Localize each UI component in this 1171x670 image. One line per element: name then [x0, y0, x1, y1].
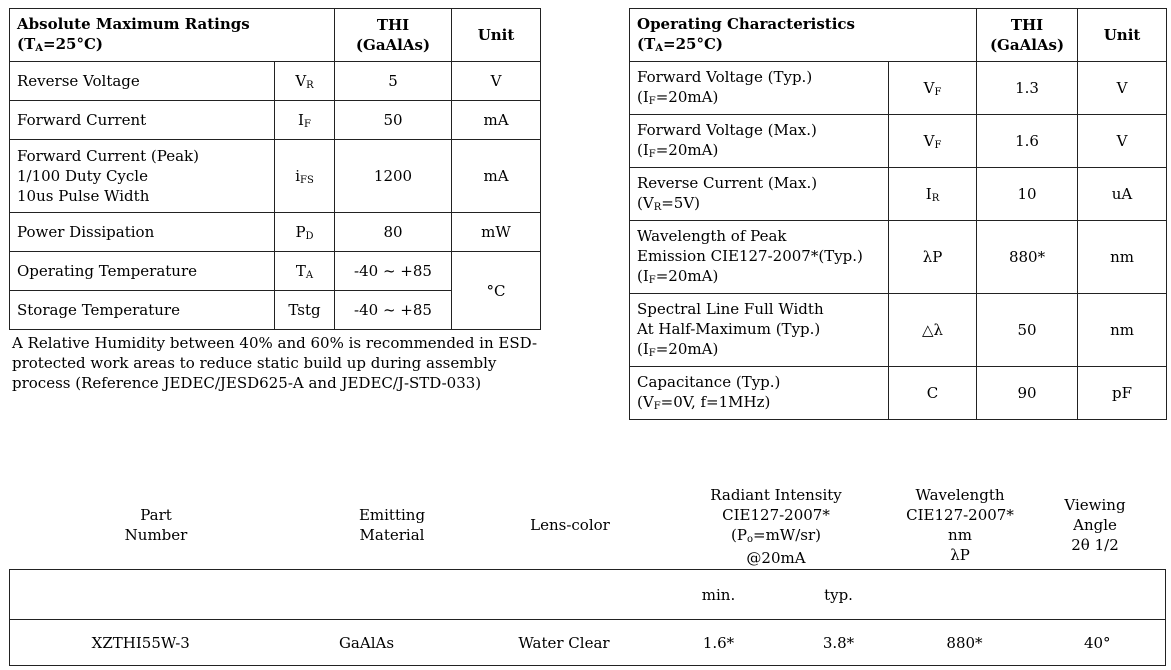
amr-title: Absolute Maximum Ratings	[17, 14, 250, 33]
amr-title-cell	[10, 9, 335, 62]
part-number-header: Part Number	[124, 506, 188, 544]
oc-row	[630, 367, 1167, 420]
oc-value: 10	[977, 168, 1078, 221]
amr-param: Forward Current	[10, 101, 275, 140]
part-table	[9, 569, 1166, 666]
amr-param: Operating Temperature	[10, 252, 275, 291]
oc-material-label: (GaAlAs)	[989, 36, 1065, 54]
oc-unit: nm	[1078, 221, 1167, 294]
amr-unit: mW	[452, 213, 541, 252]
amr-row	[10, 140, 541, 213]
oc-value: 90	[977, 367, 1078, 420]
emitting-material: GaAlAs	[305, 620, 482, 666]
intensity-min: 1.6*	[660, 620, 778, 666]
oc-unit: uA	[1078, 168, 1167, 221]
oc-symbol: C	[889, 367, 977, 420]
amr-unit: V	[452, 62, 541, 101]
part-subheader-row	[10, 570, 1166, 620]
amr-row	[10, 252, 541, 291]
oc-thi-label: THI	[1010, 16, 1044, 34]
amr-param: Forward Current (Peak) 1/100 Duty Cycle 10us Pulse Width	[10, 140, 275, 213]
oc-value: 1.6	[977, 115, 1078, 168]
oc-row	[630, 221, 1167, 294]
amr-unit-header: Unit	[452, 9, 541, 62]
amr-symbol: Tstg	[275, 291, 335, 330]
esd-note: A Relative Humidity between 40% and 60% is recommended in ESD-protected work areas to reduce static build up during assembly process (Reference JEDEC/JESD625-A and JEDEC/J-STD-033)	[12, 334, 538, 392]
oc-param: Reverse Current (Max.) $(V_R=5V)$	[630, 168, 889, 221]
amr-row	[10, 101, 541, 140]
oc-title-cell	[630, 9, 977, 62]
oc-title: Operating Characteristics	[637, 14, 856, 33]
part-row	[10, 620, 1166, 666]
viewing-angle-header: Viewing Angle 2θ 1/2	[1064, 496, 1126, 554]
amr-symbol: $I_F$	[275, 101, 335, 140]
oc-row	[630, 294, 1167, 367]
amr-thi-label: THI	[376, 16, 410, 34]
amr-thi-header	[335, 9, 452, 62]
oc-unit: V	[1078, 115, 1167, 168]
oc-value: 880*	[977, 221, 1078, 294]
oc-symbol: $I_R$	[889, 168, 977, 221]
wavelength-value: 880*	[900, 620, 1030, 666]
oc-unit: nm	[1078, 294, 1167, 367]
oc-thi-header	[977, 9, 1078, 62]
amr-material-label: (GaAlAs)	[355, 36, 431, 54]
oc-value: 1.3	[977, 62, 1078, 115]
oc-param: Spectral Line Full Width At Half-Maximum (Typ.) $(I_F=20mA)$	[630, 294, 889, 367]
oc-value: 50	[977, 294, 1078, 367]
lens-color: Water Clear	[482, 620, 660, 666]
oc-unit-header: Unit	[1078, 9, 1167, 62]
amr-value: 1200	[335, 140, 452, 213]
amr-unit: mA	[452, 101, 541, 140]
amr-unit: °C	[452, 252, 541, 330]
min-label: min.	[660, 570, 778, 620]
absolute-maximum-ratings-table	[9, 8, 541, 330]
amr-value: -40 ~ +85	[335, 252, 452, 291]
oc-row	[630, 115, 1167, 168]
oc-unit: V	[1078, 62, 1167, 115]
operating-characteristics-table	[629, 8, 1167, 420]
amr-row	[10, 62, 541, 101]
oc-symbol: $V_F$	[889, 115, 977, 168]
viewing-angle-value: 40°	[1030, 620, 1166, 666]
intensity-typ: 3.8*	[778, 620, 900, 666]
oc-param: Capacitance (Typ.) ($V_F=0V$, f=1MHz)	[630, 367, 889, 420]
emitting-material-header: Emitting Material	[358, 506, 426, 544]
radiant-intensity-header: Radiant Intensity CIE127-2007* $(P_o=mW/sr)$ @20mA	[710, 486, 842, 567]
amr-param: Storage Temperature	[10, 291, 275, 330]
amr-value: -40 ~ +85	[335, 291, 452, 330]
amr-symbol: $T_A$	[275, 252, 335, 291]
amr-value: 50	[335, 101, 452, 140]
amr-param: Power Dissipation	[10, 213, 275, 252]
oc-symbol: △λ	[889, 294, 977, 367]
typ-label: typ.	[778, 570, 900, 620]
oc-row	[630, 62, 1167, 115]
oc-condition: $(T_A=25^\circ C)$	[637, 34, 724, 54]
oc-param: Forward Voltage (Typ.) $(I_F=20mA)$	[630, 62, 889, 115]
oc-param: Forward Voltage (Max.) $(I_F=20mA)$	[630, 115, 889, 168]
amr-unit: mA	[452, 140, 541, 213]
oc-symbol: λP	[889, 221, 977, 294]
oc-row	[630, 168, 1167, 221]
wavelength-header: Wavelength CIE127-2007* nm λP	[906, 486, 1014, 564]
amr-condition: $(T_A=25^\circ C)$	[17, 34, 104, 54]
amr-value: 5	[335, 62, 452, 101]
amr-symbol: $P_D$	[275, 213, 335, 252]
oc-param: Wavelength of Peak Emission CIE127-2007*(Typ.) $(I_F=20mA)$	[630, 221, 889, 294]
oc-symbol: $V_F$	[889, 62, 977, 115]
amr-symbol: $V_R$	[275, 62, 335, 101]
amr-value: 80	[335, 213, 452, 252]
lens-color-header: Lens-color	[530, 516, 610, 534]
amr-param: Reverse Voltage	[10, 62, 275, 101]
oc-unit: pF	[1078, 367, 1167, 420]
part-number: XZTHI55W-3	[10, 620, 305, 666]
amr-symbol: $i_{FS}$	[275, 140, 335, 213]
amr-row	[10, 213, 541, 252]
